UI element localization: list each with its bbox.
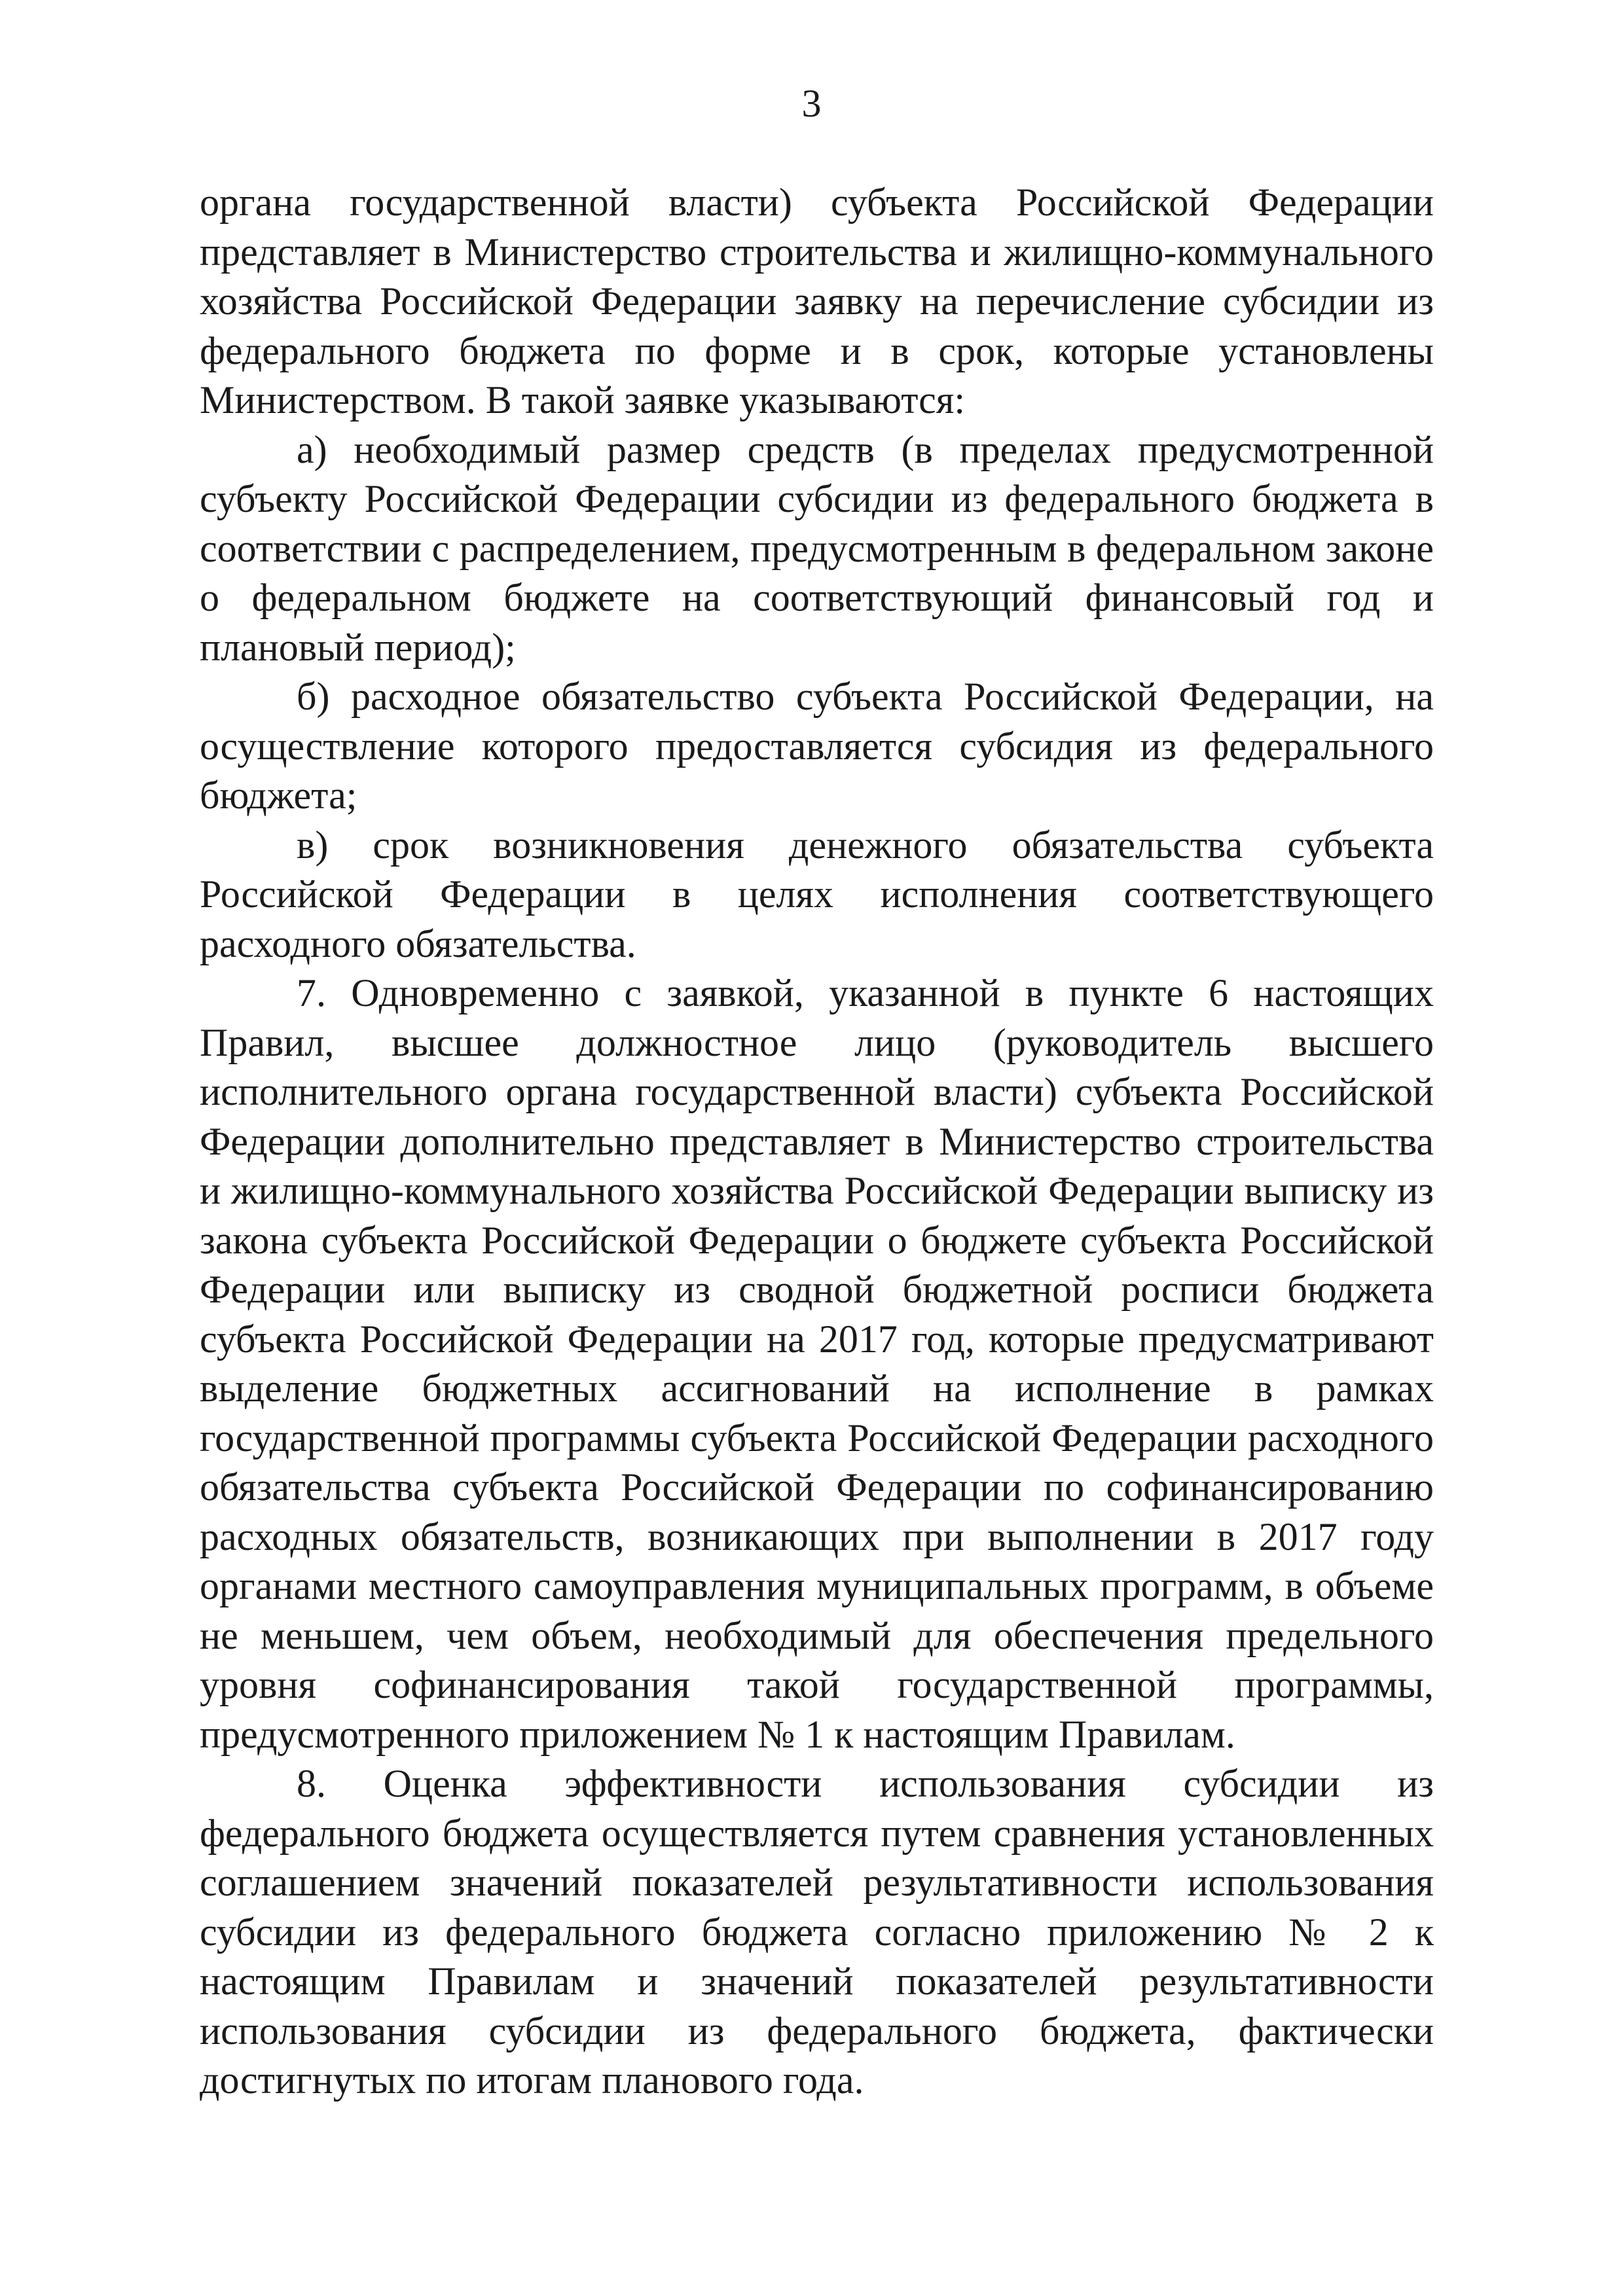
paragraph-clause-7: 7. Одновременно с заявкой, указанной в пункте 6 настоящих Правил, высшее должностное лицо (руководитель высшего исполнительного органа государственной власти) субъекта Российской Федерации дополнительно представляет в Министерство строительства и жилищно-коммунального хозяйства Российской Федерации выписку из закона субъекта Российской Федерации о бюджете субъекта Российской Федерации или выписку из сводной бюджетной росписи бюджета субъекта Российской Федерации на 2017 год, которые предусматривают выделение бюджетных ассигнований на исполнение в рамках государственной программы субъекта Российской Федерации расходного обязательства субъекта Российской Федерации по софинансированию расходных обязательств, возникающих при выполнении в 2017 году органами местного самоуправления муниципальных программ, в объеме не меньшем, чем объем, необходимый для обеспечения предельного уровня софинансирования такой государственной программы, предусмотренного приложением № 1 к настоящим Правилам. [200, 971, 1434, 1756]
page-number: 3 [801, 82, 822, 125]
paragraph-continuation: органа государственной власти) субъекта Российской Федерации представляет в Министерство строительства и жилищно-коммунального хозяйства Российской Федерации заявку на перечисление субсидии из федерального бюджета по форме и в срок, которые установлены Министерством. В такой заявке указываются: [200, 181, 1434, 422]
document-body [200, 178, 1434, 2106]
paragraph-item-b: б) расходное обязательство субъекта Российской Федерации, на осуществление которого предоставляется субсидия из федерального бюджета; [200, 675, 1434, 817]
paragraph-item-a: а) необходимый размер средств (в пределах предусмотренной субъекту Российской Федерации субсидии из федерального бюджета в соответствии с распределением, предусмотренным в федеральном законе о федеральном бюджете на соответствующий финансовый год и плановый период); [200, 427, 1434, 669]
paragraph-item-v: в) срок возникновения денежного обязательства субъекта Российской Федерации в целях исполнения соответствующего расходного обязательства. [200, 823, 1434, 965]
paragraph-clause-8: 8. Оценка эффективности использования субсидии из федерального бюджета осуществляется путем сравнения установленных соглашением значений показателей результативности использования субсидии из федерального бюджета согласно приложению № 2 к настоящим Правилам и значений показателей результативности использования субсидии из федерального бюджета, фактически достигнутых по итогам планового года. [200, 1762, 1434, 2102]
